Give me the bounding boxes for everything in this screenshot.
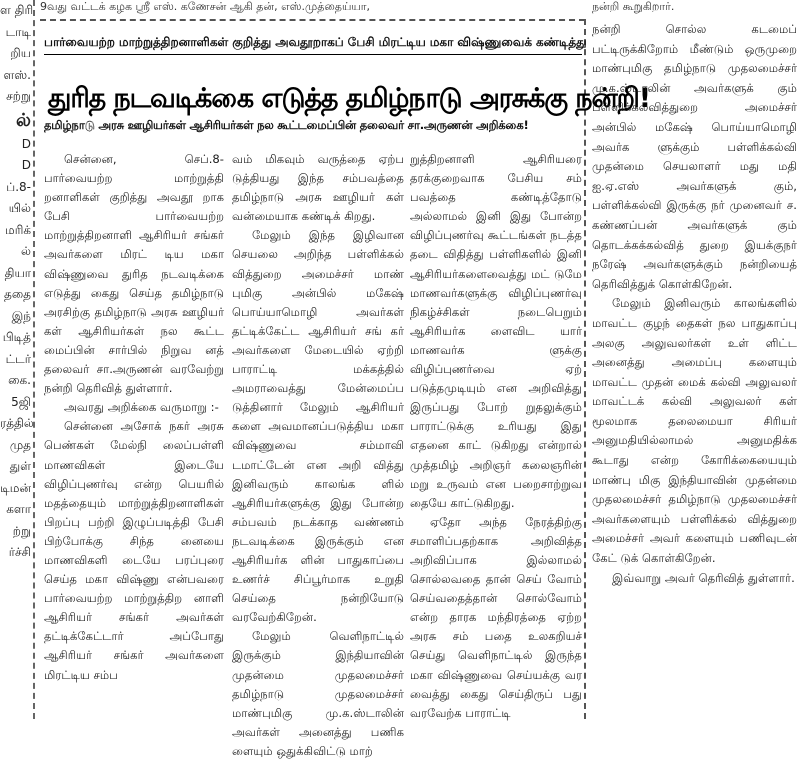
kicker-line: பார்வையற்ற மாற்றுத்திறனாளிகள் குறித்து அவதூறாகப் பேசி மிரட்டிய மகா விஷ்ணுவைக் கண்டித்து [44,35,587,49]
left-fragment: முத [9,437,31,452]
left-column-fragments [0,0,32,719]
kicker-rule [44,54,582,55]
paragraph: இவ்வாறு அவர் தெரிவித் துள்ளார். [612,570,795,585]
left-fragment: ரத்தில் [0,416,34,430]
article-column-4 [592,20,797,719]
paragraph: சென்னை, செப்.8- பார்வையற்ற மாற்றுத்தி றனாளிகள் குறித்து அவதூ றாக பேசி பார்வையற்ற மாற்றுத்திறனாளி ஆசிரியர் சங்கர் அவர்களை மிரட் டிய மகா விஷ்ணுவை துரித நடவடிக்கை எடுத்து கைது செய்த தமிழ்நாடு அரசிற்கு தமிழ்நாடு அரசு ஊழியர் கள் ஆசிரியர்கள் நல கூட்ட மைப்பின் சார்பில் நிறுவ னத் தலைவர் சா.அருணன் வரவேற்று நன்றி தெரிவித் துள்ளார். [44,152,224,396]
left-fragment: ல் [21,244,31,258]
left-fragment: ப்.8- [6,179,31,194]
left-fragment: ட்டர் [5,351,31,366]
left-fragment: இந் [11,308,31,323]
left-fragment: சற்று [6,89,31,103]
left-fragment: ர்ச்சி [8,545,31,559]
paragraph: சென்னை அசோக் நகர் அரசு பெண்கள் மேல்நி லைப்பள்ளி மாணவிகள் இடையே விழிப்புணர்வு என்ற பெயரில் மதத்தையும் மாற்றுத்திறனாளிகள் பிறப்பு பற்றி இழுப்படித்தி பேசி பிற்போக்கு சிந்த னையை மாணவிகளி டையே பரப்புரை செய்த மகா விஷ்ணு என்பவரை பார்வையற்ற மாற்றுத்திற னாளி ஆசிரியர் சங்கர் அவர்கள் தட்டிக்கேட்டார் அப்போது ஆசிரியர் சங்கர் அவர்களை மிரட்டிய சம்ப [44,419,224,682]
left-fragment: டிமன் [0,480,31,495]
article-column-2 [232,150,404,758]
headline: துரித நடவடிக்கை எடுத்த தமிழ்நாடு அரசுக்கு நன்றி! [48,83,650,115]
previous-article-fragment: 9வது வட்டக் கழக ஸ்ரீ எஸ். கணேசன் ஆகி தன், எஸ்.முத்தைய்யா, [40,0,371,13]
left-fragment: ல் [16,109,31,131]
left-fragment: கை. [8,373,31,387]
paragraph: நன்றி சொல்ல கடமைப் பட்டிருக்கிறோம் மீண்டும் ஒருமுறை மாண்புமிகு தமிழ்நாடு முதலமைச்சர் மு.க.ஸ்டாலின் அவர்களுக் கும் பள்ளிக்கல்வித்துறை அமைச்சர் அன்பில் மகேஷ் பொய்யாமொழி அவர்க ளுக்கும் பள்ளிக்கல்வி முதன்மை செயலாளர் மது மதி ஐ.ஏ.எஸ் அவர்களுக் கும், பள்ளிக்கல்வி இருக்கு நர் முனைவர் ச. கண்ணப்பன் அவர்களுக் கும் தொடக்கக்கல்வித் துறை இயக்குநர் நரேஷ் அவர்களுக்கும் நன்றியைத் தெரிவித்துக் கொள்கிறேன். [592,22,797,291]
left-fragment: ததை [4,287,31,301]
paragraph: வம் மிகவும் வருத்தை ஏற்ப டுத்தியது இந்த சம்பவத்தை தமிழ்நாடு அரசு ஊழியர் கள் வன்மையாக கண்டிக் கிறது. [232,152,404,224]
left-fragment: D [21,158,31,172]
subheadline: தமிழ்நாடு அரசு ஊழியர்கள் ஆசிரியர்கள் நல கூட்டமைப்பின் தலைவர் சா.அருணன் அறிக்கை! [44,118,529,132]
left-fragment: ற்று [12,523,31,538]
left-fragment: D [21,136,31,151]
left-fragment: டாடி [5,24,31,39]
left-fragment: பிடித் [2,330,31,344]
left-fragment: ளஸ். [3,67,31,82]
left-fragment: துள் [9,459,31,473]
left-fragment: களா [6,502,31,516]
paragraph: மேலும் வெளிநாட்டில் இருக்கும் இந்தியாவின் முதன்மை முதலமைச்சர் தமிழ்நாடு முதலமைச்சர் மாண்புமிகு மு.க.ஸ்டாலின் அவர்கள் அனைத்து பணிக ளையும் ஒதுக்கிவிட்டு மாற் [232,629,404,758]
article-column-3 [410,150,582,719]
right-column-top-fragment: நன்றி கூறுகிறார். [592,0,675,13]
paragraph: மேலும் இனிவரும் காலங்களில் மாவட்ட குழந் தைகள் நல பாதுகாப்பு அலகு அலுவலர்கள் உள் ளிட்ட அனைத்து அமைப்பு களையும் மாவட்ட முதன் மைக் கல்வி அலுவலர் மாவட்டக் கல்வி அலுவலர் கள் மூலமாக தலைமையா சிரியர் அனுமதியில்லாமல் அனுமதிக்க கூடாது என்ற கோரிக்கையையும் மாண்பு மிகு இந்தியாவின் முதன்மை முதலமைச்சர் தமிழ்நாடு முதலமைச்சர் அவர்களையும் பள்ளிக்கல் வித்துறை அமைச்சர் அவர் களையும் பணிவுடன் கேட் டுக் கொள்கிறேன். [592,296,797,566]
left-fragment: யில் [8,201,31,215]
vertical-divider [584,19,586,719]
left-fragment: றிய [10,46,31,60]
left-column-divider [33,0,35,719]
left-fragment: மரிக் [5,222,31,237]
paragraph: ஏதோ அந்த நேரத்திற்கு சமாளிப்பதற்காக அறிவித்த அறிவிப்பாக இல்லாமல் சொல்லவதை தான் செய் வோம் செய்வதைத்தான் சொல்வோம் என்ற தாரக மந்திரத்தை ஏற்ற அரசு சம் பதை உலகறியச் செய்து வெளிநாட்டில் இருந்த மகா விஷ்ணுவை செய்யக்கு வர வைத்து கைது செய்திருப் பது வரவேற்க பாராட்டி [410,514,582,720]
article-column-1 [44,150,224,719]
paragraph: மேலும் இந்த இழிவான செயலை அறிந்த பள்ளிக்கல் வித்துறை அமைச்சர் மாண் புமிகு அன்பில் மகேஷ் பொய்யாமொழி அவர்கள் தட்டிக்கேட்ட ஆசிரியர் சங் கர் அவர்களை மேடையில் ஏற்றி பாராட்டி மக்கத்தில் அமராவைத்து மேன்மைப்ப டுத்தினார் மேலும் ஆசிரியர் களை அவமானப்படுத்திய மகா விஷ்ணுவை சம்மாவி டமாட்டேன் என அறி வித்து இனிவரும் காலங்க ளில் ஆசிரியர்களுக்கு இது போன்ற சம்பவம் நடக்காத வண்ணம் நடவடிக்கை இருக்கும் என ஆசிரியர்க ளின் பாதுகாப்பை உணர்ச் சிப்பூர்மாக உறுதி செய்தை நன்றியோடு வரவேற்கிறேன். [232,228,404,625]
paragraph: றுத்திறனாளி ஆசிரியரை தரக்குறைவாக பேசிய சம் பவத்தை கண்டித்தோடு அல்லாமல் இனி இது போன்ற விழிப்புணர்வு கூட்டங்கள் நடத்த தடை விதித்து பள்ளிகளில் இனி ஆசிரியர்களைவைத்து மட் டுமே மாணவர்களுக்கு விழிப்புணர்வு நிகழ்ச்சிகள் நடைபெறும் ஆசிரியர்க ளைவிட யார் மாணவர்க ளுக்கு விழிப்புணர்வை ஏற் படுத்தமுடியும் என அறிவித்து இருப்பது போற் றுதலுக்கும் பாராட்டுக்கு உரியது இது எதனை காட் டுகிறது என்றால் முத்தமிழ் அறிஞர் கலைஞரின் மறு உருவம் என பறைசாற்றுவ தையே காட்டுகிறது. [410,152,582,510]
left-fragment: 5ஜி [11,394,31,409]
paragraph: அவரது அறிக்கை வருமாறு :- [64,400,219,415]
left-fragment: தியா [4,265,31,280]
horizontal-divider [40,19,585,21]
left-fragment: ள திரி [0,3,34,17]
